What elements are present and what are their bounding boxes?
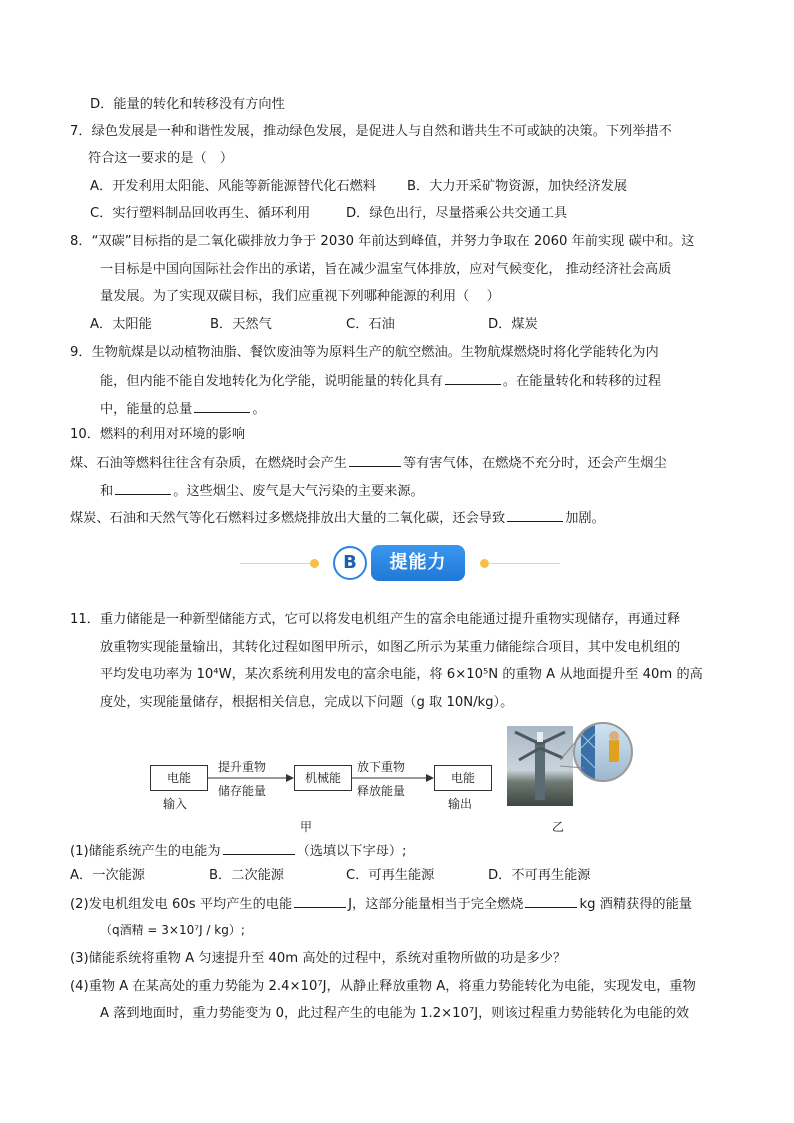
- q11-part1-option-a: A．一次能源: [70, 868, 145, 883]
- q11-text: kg 酒精获得的能量: [579, 897, 692, 912]
- q11-part1-option-b: B．二次能源: [209, 868, 284, 883]
- q9-stem-line2: [100, 370, 661, 392]
- q11-part1-option-d: D．不可再生能源: [488, 868, 591, 883]
- q10-text: 。这些烟尘、废气是大气污染的主要来源。: [173, 484, 424, 499]
- q11-text: J，这部分能量相当于完全燃烧: [348, 897, 524, 912]
- q11-part1: [70, 840, 407, 862]
- diagram-arrow2-bottom-label: 释放能量: [357, 784, 406, 798]
- diagram-caption-jia: 甲: [300, 820, 313, 834]
- diagram-box-mechanical-energy: 机械能: [294, 765, 352, 791]
- q8-stem-line3: 量发展。为了实现双碳目标，我们应重视下列哪种能源的利用（ ）: [100, 289, 500, 304]
- q11-part1-option-c: C．可再生能源: [346, 868, 435, 883]
- q10-line1: [70, 452, 667, 474]
- banner-letter: B: [333, 546, 367, 580]
- q10-blank-1[interactable]: [349, 452, 401, 467]
- q7-option-c: C．实行塑料制品回收再生、循环利用: [90, 206, 311, 221]
- q10-line2: [100, 480, 424, 502]
- q11-part3: (3)储能系统将重物 A 匀速提升至 40m 高处的过程中，系统对重物所做的功是多少？: [70, 951, 567, 966]
- q11-blank-2[interactable]: [294, 893, 346, 908]
- q7-stem-line1: 7．绿色发展是一种和谐性发展，推动绿色发展，是促进人与自然和谐共生不可或缺的决策。下列举措不: [70, 124, 672, 139]
- q6-option-d: D．能量的转化和转移没有方向性: [90, 97, 285, 112]
- q8-stem-line2: 一目标是中国向国际社会作出的承诺，旨在减少温室气体排放，应对气候变化， 推动经济社会高质: [100, 262, 672, 277]
- diagram-arrow1-bottom-label: 储存能量: [218, 784, 267, 798]
- q8-option-a: A．太阳能: [90, 317, 152, 332]
- q9-text: 中，能量的总量: [100, 402, 193, 417]
- q10-text: 加剧。: [565, 511, 605, 526]
- q10-blank-2[interactable]: [115, 480, 171, 495]
- q7-option-a: A．开发利用太阳能、风能等新能源替代化石燃料: [90, 179, 376, 194]
- q8-option-c: C．石油: [346, 317, 395, 332]
- q7-option-d: D．绿色出行，尽量搭乘公共交通工具: [346, 206, 568, 221]
- q9-stem-line1: 9．生物航煤是以动植物油脂、餐饮废油等为原料生产的航空燃油。生物航煤燃烧时将化学能转化为内: [70, 345, 659, 360]
- q8-stem-line1: 8．“双碳”目标指的是二氧化碳排放力争于 2030 年前达到峰值，并努力争取在 2060 年前实现 碳中和。这: [70, 234, 695, 249]
- banner-left-dot: [310, 559, 319, 568]
- diagram-input-label: 输入: [163, 797, 188, 811]
- q10-text: 煤、石油等燃料往往含有杂质，在燃烧时会产生: [70, 456, 347, 471]
- q11-stem-line1: 11．重力储能是一种新型储能方式，它可以将发电机组产生的富余电能通过提升重物实现储存，再通过释: [70, 612, 681, 627]
- diagram-arrow2-top-label: 放下重物: [357, 760, 406, 774]
- q7-option-b: B．大力开采矿物资源，加快经济发展: [407, 179, 628, 194]
- diagram-output-label: 输出: [448, 797, 473, 811]
- banner-left-line: [240, 563, 312, 564]
- q10-text: 和: [100, 484, 114, 499]
- q9-text: 。在能量转化和转移的过程: [502, 374, 662, 389]
- q9-text: 。: [252, 402, 266, 417]
- diagram-box-output-energy: 电能: [434, 765, 492, 791]
- section-banner: [240, 542, 560, 584]
- photo-caption-yi: 乙: [552, 820, 565, 834]
- q11-part4-line2: A 落到地面时，重力势能变为 0，此过程产生的电能为 1.2×10⁷J，则该过程重力势能转化为电能的效: [100, 1006, 690, 1021]
- q8-option-b: B．天然气: [210, 317, 272, 332]
- q10-line3: [70, 507, 605, 529]
- q9-text: 能，但内能不能自发地转化为化学能，说明能量的转化具有: [100, 374, 443, 389]
- q11-blank-1[interactable]: [223, 840, 295, 855]
- q8-option-d: D．煤炭: [488, 317, 538, 332]
- q10-blank-3[interactable]: [507, 507, 563, 522]
- q11-blank-3[interactable]: [525, 893, 577, 908]
- q9-blank-1[interactable]: [445, 370, 501, 385]
- q7-stem-line2: 符合这一要求的是（ ）: [88, 151, 234, 166]
- q11-part2-note: （q酒精 = 3×10⁷J / kg）;: [100, 923, 245, 937]
- q11-part4-line1: (4)重物 A 在某高处的重力势能为 2.4×10⁷J，从静止释放重物 A，将重力势能转化为电能，实现发电，重物: [70, 979, 696, 994]
- q11-part2: [70, 893, 692, 915]
- q11-text: (1)储能系统产生的电能为: [70, 844, 221, 859]
- q10-text: 等有害气体，在燃烧不充分时，还会产生烟尘: [402, 456, 667, 471]
- q11-text: (2)发电机组发电 60s 平均产生的电能: [70, 897, 293, 912]
- q11-stem-line3: 平均发电功率为 10⁴W，某次系统利用发电的富余电能，将 6×10⁵N 的重物 A 从地面提升至 40m 的高: [100, 667, 703, 682]
- q11-text: （选填以下字母）;: [296, 844, 407, 859]
- banner-label: 提能力: [371, 545, 465, 581]
- q11-stem-line2: 放重物实现能量输出，其转化过程如图甲所示，如图乙所示为某重力储能综合项目，其中发电机组的: [100, 640, 681, 655]
- q9-stem-line3: [100, 398, 266, 420]
- diagram-box-input-energy: 电能: [150, 765, 208, 791]
- zoom-connector-lines: [560, 730, 590, 770]
- banner-right-line: [488, 563, 560, 564]
- q11-stem-line4: 度处，实现能量储存，根据相关信息，完成以下问题（g 取 10N/kg）。: [100, 695, 514, 710]
- q9-blank-2[interactable]: [194, 398, 250, 413]
- diagram-arrow1-top-label: 提升重物: [218, 760, 267, 774]
- q10-title: 10．燃料的利用对环境的影响: [70, 427, 246, 442]
- q10-text: 煤炭、石油和天然气等化石燃料过多燃烧排放出大量的二氧化碳，还会导致: [70, 511, 506, 526]
